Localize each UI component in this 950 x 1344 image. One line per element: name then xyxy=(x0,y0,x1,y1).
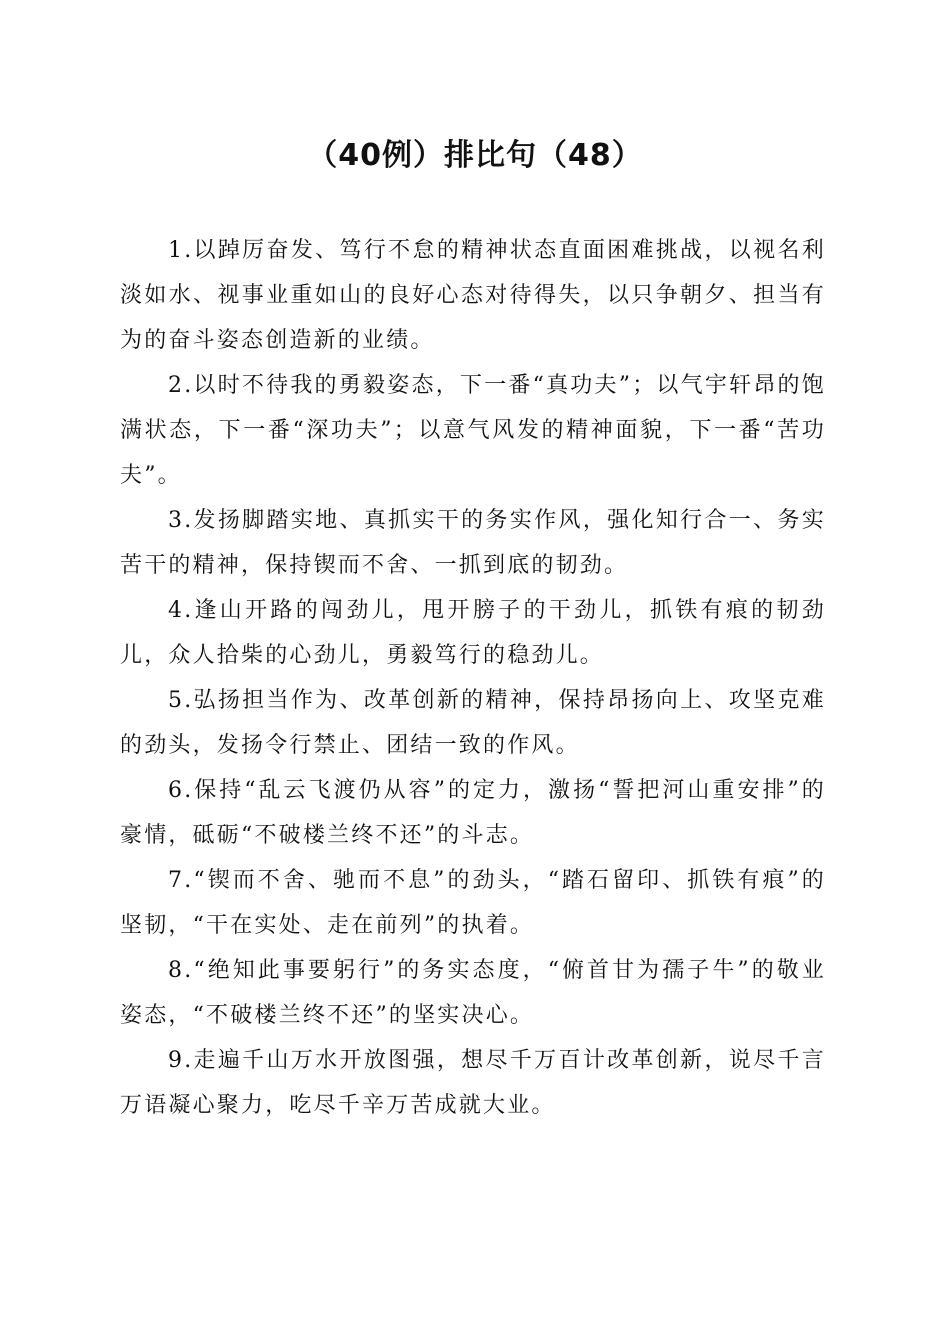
paragraph-1: 1.以踔厉奋发、笃行不怠的精神状态直面困难挑战，以视名利淡如水、视事业重如山的良好心态对待得失，以只争朝夕、担当有为的奋斗姿态创造新的业绩。 xyxy=(120,238,826,353)
paragraph-2: 2.以时不待我的勇毅姿态，下一番“真功夫”；以气宇轩昂的饱满状态，下一番“深功夫”；以意气风发的精神面貌，下一番“苦功夫”。 xyxy=(120,373,826,488)
paragraph-9: 9.走遍千山万水开放图强，想尽千万百计改革创新，说尽千言万语凝心聚力，吃尽千辛万苦成就大业。 xyxy=(120,1048,826,1118)
paragraph-6: 6.保持“乱云飞渡仍从容”的定力，激扬“誓把河山重安排”的豪情，砥砺“不破楼兰终不还”的斗志。 xyxy=(120,778,826,848)
document-title: （40例）排比句（48） xyxy=(307,138,643,173)
paragraph-3: 3.发扬脚踏实地、真抓实干的务实作风，强化知行合一、务实苦干的精神，保持锲而不舍、一抓到底的韧劲。 xyxy=(120,508,826,578)
paragraph-5: 5.弘扬担当作为、改革创新的精神，保持昂扬向上、攻坚克难的劲头，发扬令行禁止、团结一致的作风。 xyxy=(120,688,826,758)
paragraph-4: 4.逢山开路的闯劲儿，甩开膀子的干劲儿，抓铁有痕的韧劲儿，众人拾柴的心劲儿，勇毅笃行的稳劲儿。 xyxy=(120,598,826,668)
paragraph-8: 8.“绝知此事要躬行”的务实态度，“俯首甘为孺子牛”的敬业姿态，“不破楼兰终不还”的坚实决心。 xyxy=(120,958,826,1028)
document-body xyxy=(120,228,826,1128)
paragraph-7: 7.“锲而不舍、驰而不息”的劲头，“踏石留印、抓铁有痕”的坚韧，“干在实处、走在前列”的执着。 xyxy=(120,868,826,938)
